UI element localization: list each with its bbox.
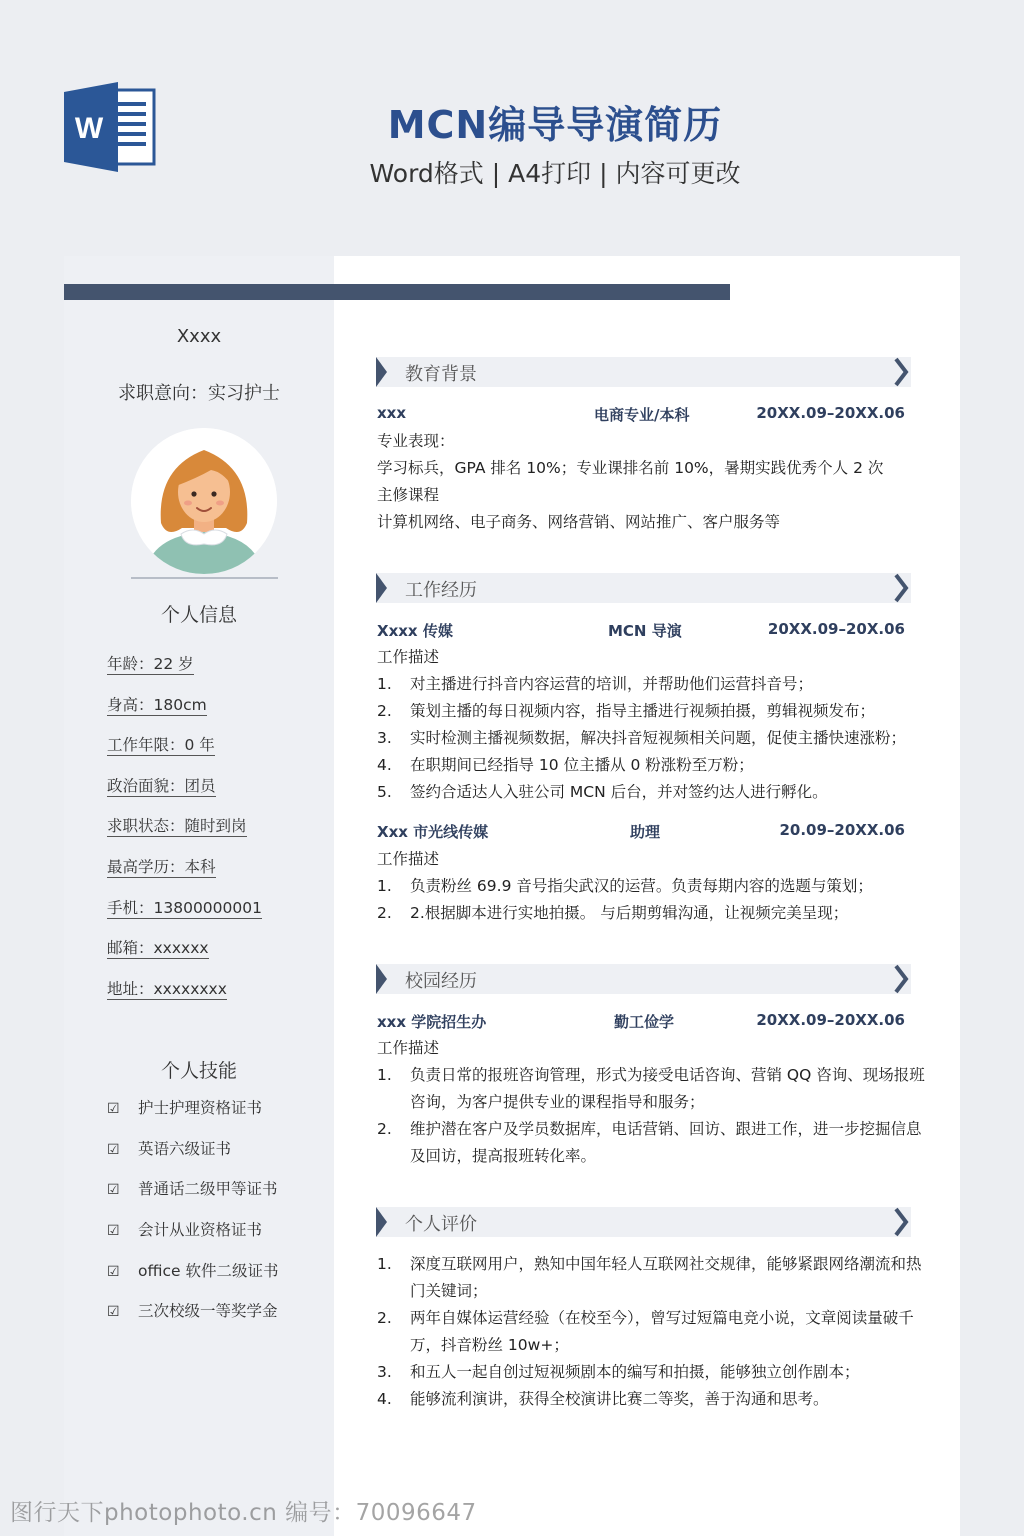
job-position: 助理 [630, 823, 661, 841]
word-logo-letter: W [74, 112, 104, 145]
education-section-header [376, 357, 911, 387]
campus-period: 20XX.09–20XX.06 [756, 1011, 905, 1029]
page-subtitle: Word格式 | A4打印 | 内容可更改 [369, 159, 741, 188]
campus-row [377, 1011, 905, 1035]
avatar-illustration-icon [131, 428, 277, 574]
page-title: MCN编导导演简历 [387, 103, 723, 147]
campus-org: xxx 学院招生办 [377, 1013, 487, 1031]
education-courses: 计算机网络、电子商务、网络营销、网站推广、客户服务等 [377, 513, 781, 531]
skill-item: ☑ office 软件二级证书 [107, 1259, 278, 1300]
avatar-divider [131, 577, 278, 579]
skill-item: ☑ 三次校级一等奖学金 [107, 1299, 278, 1340]
chevron-right-icon [893, 357, 909, 387]
job-company: Xxx 市光线传媒 [377, 823, 489, 841]
avatar [131, 428, 277, 574]
education-title: 教育背景 [405, 364, 477, 385]
candidate-name: Xxxx [176, 326, 222, 347]
section-marker-icon [376, 964, 387, 994]
resume-paper: Xxxx 求职意向：实习护士 个人信息 年龄：22 岁 身高：180cm 工作年限：0 年 政治面貌：团员 求职状态：随时到岗 最高学历：本科 手机：13800000001 邮箱：xxxxxx 地址：xxxxxxxx 个人技能 ☑ 护士护理资格证书 ☑ 英语六级证书 ☑ 普通话二级甲等证书 ☑ 会计从业资格证书 ☑ office 软件二级证书 ☑ 三次校级一等奖学金 教育背景 xxx 电商专业/本科 20XX.09–20XX.06 专业表现： 学习标兵，GPA 排名 10%；专业课排名前 10%，暑期实践优秀个人 2 次 主修课程 计算机网络、电子商务、网络营销、网站推广、客户服务等 工作经历 Xxxx 传媒 MCN 导演 20XX.09–20X.06 工作描述 1. 对主播进行抖音内容运营的培训，并帮助他们运营抖音号； 2. 策划主播的每日视频内容，指导主播进行视频拍摄，剪辑视频发布； 3. 实时检测主播视频数据，解决抖音短视频相关问题，促使主播快速涨粉； 4. 在职期间已经指导 10 位主播从 0 粉涨粉至万粉； 5. 签约合适达人入驻公司 MCN 后台，并对签约达人进行孵化。 Xxx 市光线传媒 助理 20.09–20XX.06 工作描述 1. 负责粉丝 69.9 音号指尖武汉的运营。负责每期内容的选题与策划； 2. 2.根据脚本进行实地拍摄。 与后期剪辑沟通，让视频完美呈现； 校园经历 xxx 学院招生办 勤工俭学 20XX.09–20XX.06 工作描述 1. 负责日常的报班咨询管理，形式为接受电话咨询、营销 QQ 咨询、现场报班咨询，为客户提供专业的课程指导和服务； 2. 维护潜在客户及学员数据库，电话营销、回访、跟进工作，进一步挖掘信息及回访，提高报班转化率。 个人评价 1. 深度互联网用户，熟知中国年轻人互联网社交规律，能够紧跟网络潮流和热门关键词； 2. 两年自媒体运营经验（在校至今），曾写过短篇电竞小说，文章阅读量破千万，抖音粉丝 10w+； 3. 和五人一起自创过短视频剧本的编写和拍摄，能够独立创作剧本； 4. 能够流利演讲，获得全校演讲比赛二等奖，善于沟通和思考。 [64, 256, 960, 1536]
resume-sidebar [64, 256, 334, 1536]
info-work-years: 工作年限：0 年 [107, 736, 215, 755]
work-section-header [376, 573, 911, 603]
info-political-status: 政治面貌：团员 [107, 776, 216, 795]
job-row [377, 620, 905, 644]
checkbox-icon: ☑ [107, 1223, 120, 1240]
info-address: 地址：xxxxxxxx [107, 979, 227, 998]
job-period: 20XX.09–20X.06 [767, 620, 905, 638]
education-school: xxx [377, 404, 407, 422]
work-title: 工作经历 [405, 580, 477, 601]
skills-list [107, 1096, 278, 1340]
education-label-performance: 专业表现： [377, 432, 455, 450]
info-email: 邮箱：xxxxxx [107, 939, 209, 958]
word-document-icon [64, 82, 158, 172]
job-position: MCN 导演 [608, 622, 682, 640]
job-period: 20.09–20XX.06 [779, 821, 905, 839]
chevron-right-icon [893, 964, 909, 994]
skill-item: ☑ 英语六级证书 [107, 1137, 278, 1178]
education-major: 电商专业/本科 [594, 406, 690, 424]
checkbox-icon: ☑ [107, 1304, 120, 1321]
education-period: 20XX.09–20XX.06 [756, 404, 905, 422]
campus-desc-label: 工作描述 [377, 1039, 440, 1057]
personal-info-title: 个人信息 [160, 604, 237, 626]
skills-title: 个人技能 [160, 1060, 237, 1082]
education-performance: 学习标兵，GPA 排名 10%；专业课排名前 10%，暑期实践优秀个人 2 次 [377, 459, 884, 477]
info-job-status: 求职状态：随时到岗 [107, 817, 247, 836]
section-marker-icon [376, 1207, 387, 1237]
skill-item: ☑ 普通话二级甲等证书 [107, 1177, 278, 1218]
job-desc-label: 工作描述 [377, 850, 440, 868]
campus-position: 勤工俭学 [614, 1013, 675, 1031]
education-row [377, 404, 905, 428]
chevron-right-icon [893, 573, 909, 603]
job-row [377, 821, 905, 845]
job-intent: 求职意向：实习护士 [118, 383, 280, 404]
job-company: Xxxx 传媒 [377, 622, 453, 640]
skill-item: ☑ 会计从业资格证书 [107, 1218, 278, 1259]
campus-section-header [376, 964, 911, 994]
watermark: 图行天下photophoto.cn 编号：70096647 [10, 1500, 477, 1526]
info-phone: 手机：13800000001 [107, 898, 262, 917]
personal-info-list [107, 652, 262, 1017]
info-height: 身高：180cm [107, 695, 207, 714]
job-desc-label: 工作描述 [377, 648, 440, 666]
evaluation-section-header [376, 1207, 911, 1237]
checkbox-icon: ☑ [107, 1263, 120, 1280]
skill-item: ☑ 护士护理资格证书 [107, 1096, 278, 1137]
info-education: 最高学历：本科 [107, 857, 216, 876]
evaluation-title: 个人评价 [405, 1214, 477, 1235]
campus-title: 校园经历 [405, 971, 477, 992]
checkbox-icon: ☑ [107, 1182, 120, 1199]
chevron-right-icon [893, 1207, 909, 1237]
checkbox-icon: ☑ [107, 1101, 120, 1117]
checkbox-icon: ☑ [107, 1141, 120, 1158]
info-age: 年龄：22 岁 [107, 655, 194, 673]
education-label-courses: 主修课程 [377, 486, 440, 504]
section-marker-icon [376, 357, 387, 387]
section-marker-icon [376, 573, 387, 603]
top-accent-bar [64, 284, 730, 300]
